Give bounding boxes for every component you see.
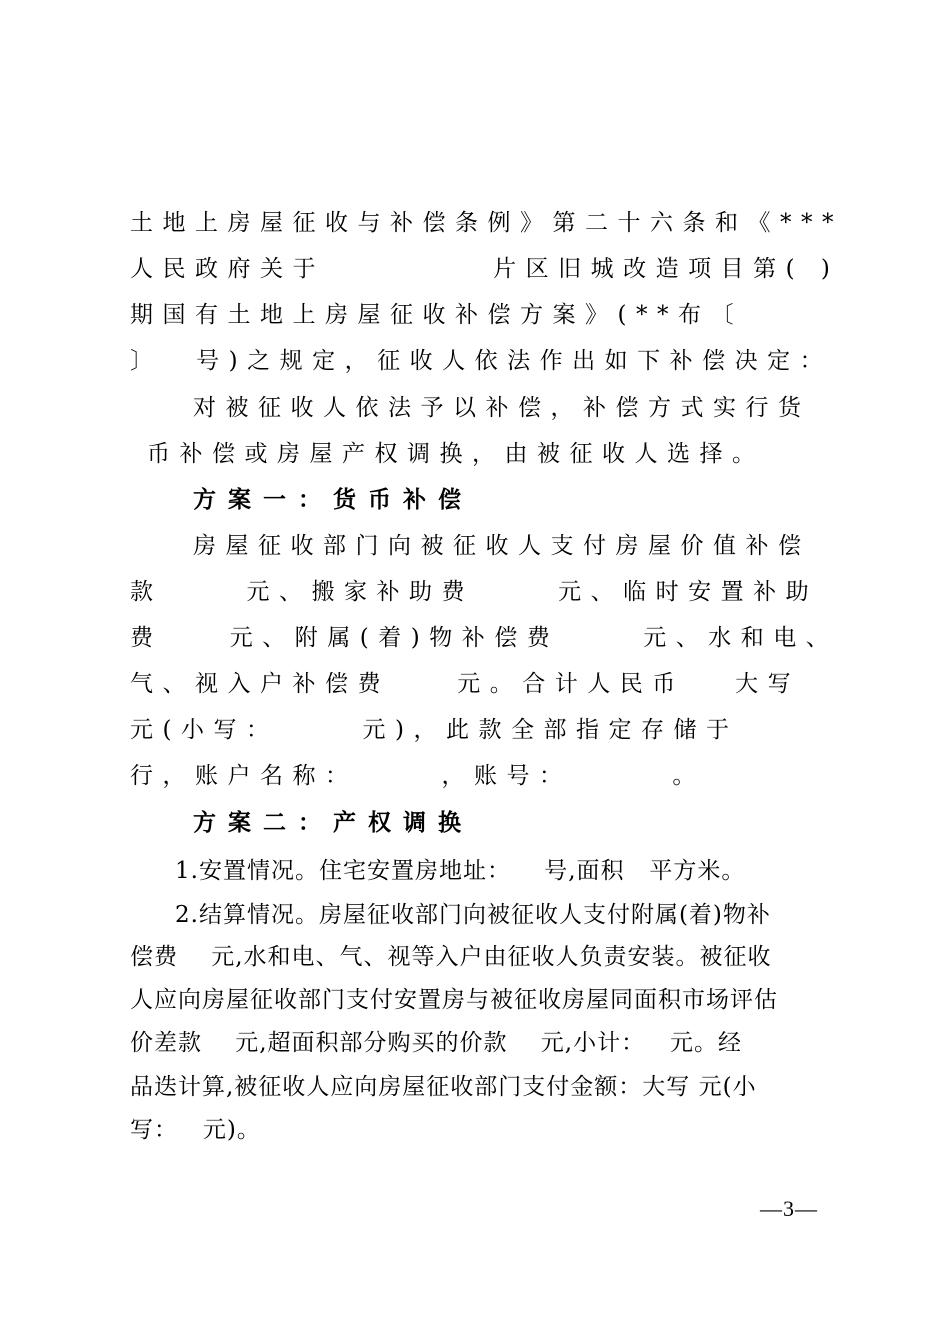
plan-two-line-6: 品迭计算,被征收人应向房屋征收部门支付金额：大写 元(小 (130, 1074, 757, 1100)
plan-two-line-3: 偿费 元,水和电、气、视等入户由征收人负责安装。被征收 (130, 944, 772, 970)
body-line-2: 人民政府关于 片区旧城改造项目第( ) (130, 256, 840, 282)
plan-one-line-1: 房屋征收部门向被征收人支付房屋价值补偿 (193, 533, 811, 559)
plan-two-line-1: 1.安置情况。住宅安置房地址： 号,面积 平方米。 (175, 858, 746, 884)
plan-one-line-3: 费 元、附属(着)物补偿费 元、水和电、 (130, 625, 839, 651)
plan-one-line-4: 气、视入户补偿费 元。合计人民币 大写 (130, 671, 801, 697)
plan-one-line-2: 款 元、搬家补助费 元、临时安置补助 (130, 579, 819, 605)
body-line-1: 土地上房屋征收与补偿条例》第二十六条和《*** (130, 210, 843, 236)
plan-two-line-7: 写： 元)。 (130, 1117, 261, 1143)
plan-one-line-6: 行，账户名称： ，账号： 。 (130, 763, 705, 789)
plan-two-heading: 方案二：产权调换 (193, 809, 473, 836)
plan-one-heading: 方案一：货币补偿 (193, 486, 473, 513)
body-line-5: 对被征收人依法予以补偿，补偿方式实行货 (193, 395, 811, 421)
body-line-6: 币补偿或房屋产权调换，由被征收人选择。 (147, 441, 765, 467)
plan-two-line-4: 人应向房屋征收部门支付安置房与被征收房屋同面积市场评估 (130, 987, 778, 1013)
plan-two-line-5: 价差款 元,超面积部分购买的价款 元,小计： 元。经 (130, 1030, 743, 1056)
page-number: —3— (760, 1196, 818, 1221)
body-line-4: 〕 号)之规定，征收人依法作出如下补偿决定： (130, 348, 833, 374)
plan-two-line-2: 2.结算情况。房屋征收部门向被征收人支付附属(着)物补 (175, 902, 771, 928)
plan-one-line-5: 元(小写： 元)，此款全部指定存储于 (130, 717, 739, 743)
body-line-3: 期国有土地上房屋征收补偿方案》(**布〔 (130, 302, 743, 328)
